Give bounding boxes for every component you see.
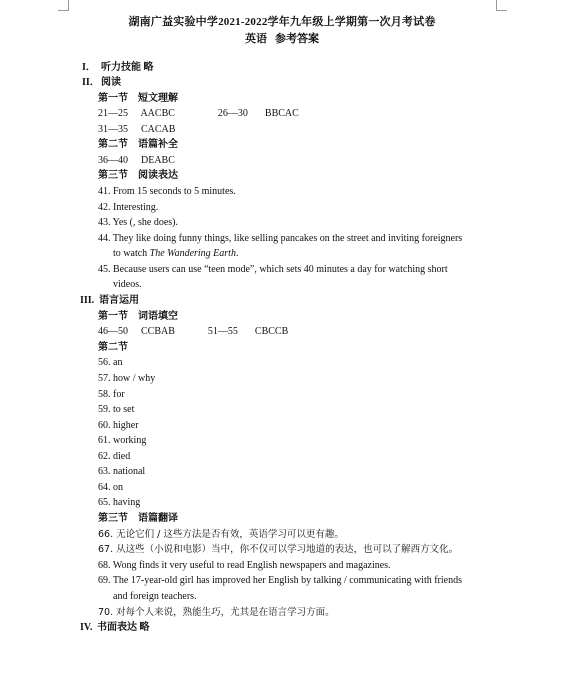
document-subtitle bbox=[0, 30, 564, 46]
answer-69-line2: and foreign teachers. bbox=[113, 591, 197, 602]
answer-45-line1: 45. Because users can use “teen mode”, which sets 40 minutes a day for watching short bbox=[98, 264, 448, 275]
answer-68: 68. Wong finds it very useful to read English newspapers and magazines. bbox=[98, 560, 391, 571]
answer-string: AACBC bbox=[140, 108, 175, 119]
part2-heading: 阅读 bbox=[101, 77, 121, 88]
answer-43: 43. Yes (, she does). bbox=[98, 217, 178, 228]
list-item: 56. an bbox=[98, 357, 123, 368]
part1-number: I． bbox=[82, 62, 96, 73]
answer-string: BBCAC bbox=[264, 108, 299, 119]
list-item: 58. for bbox=[98, 389, 125, 400]
list-item: 65. having bbox=[98, 497, 141, 508]
answer-44-period: . bbox=[235, 248, 239, 259]
answer-45-line2: videos. bbox=[113, 279, 142, 290]
part2-sec1-row1 bbox=[98, 108, 299, 120]
part2-sec2-row bbox=[98, 155, 175, 167]
part3-number: III. bbox=[80, 295, 95, 306]
answer-string: CBCCB bbox=[254, 326, 289, 337]
list-item: 63. national bbox=[98, 466, 146, 477]
list-item: 62. died bbox=[98, 451, 131, 462]
list-item: 64. on bbox=[98, 482, 123, 493]
part1-heading: 听力技能 略 bbox=[101, 62, 154, 73]
range-label: 26—30 bbox=[217, 108, 248, 119]
answer-66: 66. 无论它们 / 这些方法是否有效，英语学习可以更有趣。 bbox=[98, 529, 344, 540]
answer-70: 70. 对每个人来说，熟能生巧，尤其是在语言学习方面。 bbox=[98, 607, 335, 618]
part2-sec1-row2 bbox=[98, 124, 175, 136]
range-label: 31—35 bbox=[98, 124, 128, 135]
part3-sec1-row bbox=[98, 326, 288, 338]
part2-sec3-title: 第三节 阅读表达 bbox=[98, 170, 178, 181]
subject-label: 英语 bbox=[245, 33, 267, 45]
answer-69-line1: 69. The 17-year-old girl has improved her English by talking / communicating with friends bbox=[98, 575, 462, 586]
answer-string: CCBAB bbox=[141, 326, 175, 337]
answer-41: 41. From 15 seconds to 5 minutes. bbox=[98, 186, 236, 197]
answer-string: DEABC bbox=[141, 155, 175, 166]
answer-44-line2 bbox=[113, 248, 238, 260]
range-label: 36—40 bbox=[98, 155, 128, 166]
list-item: 61. working bbox=[98, 435, 147, 446]
answer-44-line1: 44. They like doing funny things, like selling pancakes on the street and inviting foreigners bbox=[98, 233, 463, 244]
answer-67: 67. 从这些（小说和电影）当中，你不仅可以学习地道的表达，也可以了解西方文化。 bbox=[98, 544, 459, 555]
list-item: 59. to set bbox=[98, 404, 135, 415]
answer-44-text: to watch bbox=[113, 248, 150, 259]
part2-number: II． bbox=[82, 77, 100, 88]
film-title: The Wandering Earth bbox=[149, 248, 236, 259]
list-item: 60. higher bbox=[98, 420, 139, 431]
part3-sec2-title: 第二节 bbox=[98, 342, 128, 353]
part3-sec3-title: 第三节 语篇翻译 bbox=[98, 513, 178, 524]
part3-heading: 语言运用 bbox=[99, 295, 139, 306]
part3-sec1-title: 第一节 词语填空 bbox=[98, 311, 178, 322]
answer-42: 42. Interesting. bbox=[98, 202, 159, 213]
part4-heading: 书面表达 略 bbox=[97, 622, 150, 633]
document-title: 湖南广益实验中学2021-2022学年九年级上学期第一次月考试卷 bbox=[128, 16, 436, 28]
part2-sec1-title: 第一节 短文理解 bbox=[98, 93, 178, 104]
crop-mark-left bbox=[58, 0, 69, 11]
range-label: 21—25 bbox=[98, 108, 128, 119]
range-label: 51—55 bbox=[207, 326, 238, 337]
list-item: 57. how / why bbox=[98, 373, 156, 384]
range-label: 46—50 bbox=[98, 326, 128, 337]
answer-key-label: 参考答案 bbox=[275, 33, 319, 45]
part2-sec2-title: 第二节 语篇补全 bbox=[98, 139, 178, 150]
part4-number: IV. bbox=[80, 622, 93, 633]
answer-string: CACAB bbox=[141, 124, 176, 135]
crop-mark-right bbox=[496, 0, 507, 11]
